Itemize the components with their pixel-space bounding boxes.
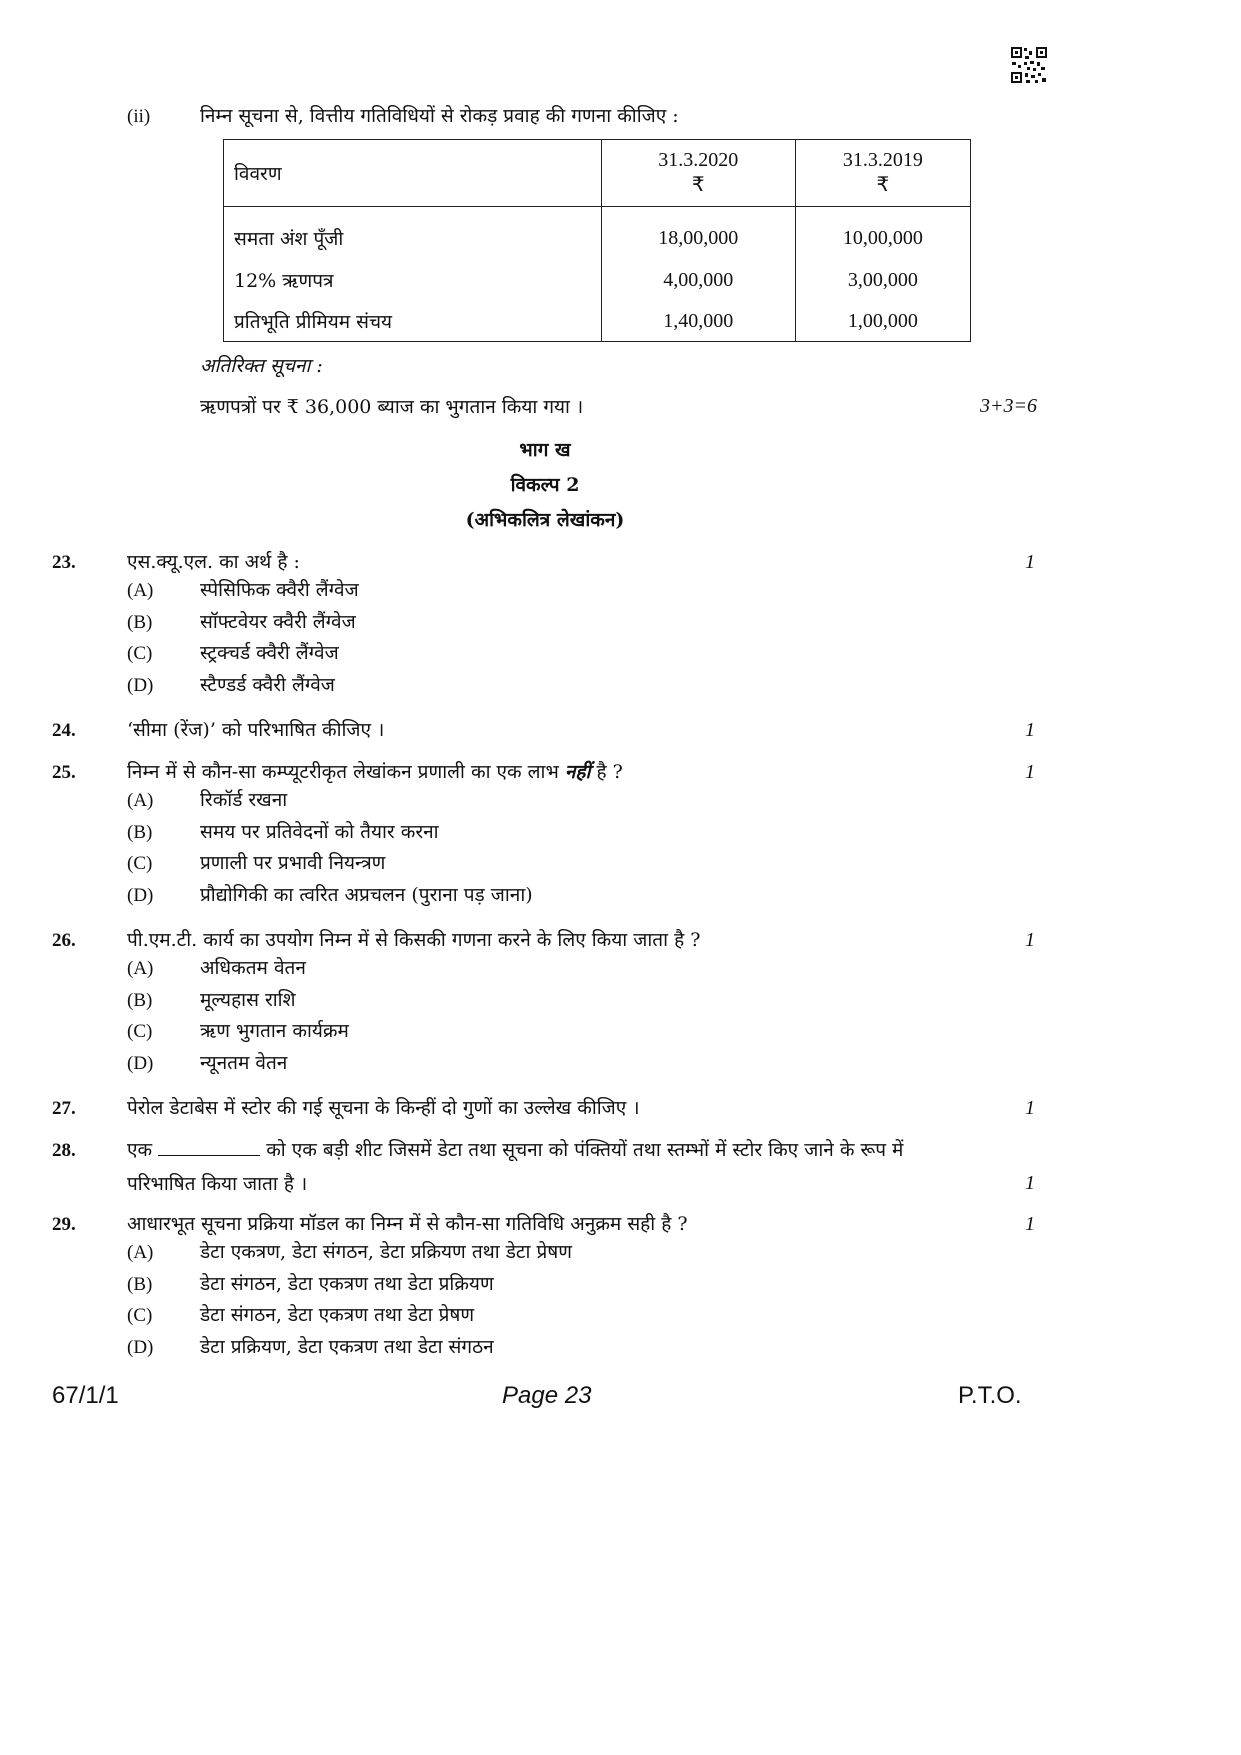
question-text: पेरोल डेटाबेस में स्टोर की गई सूचना के किन्हीं दो गुणों का उल्लेख कीजिए ।	[127, 1097, 640, 1119]
option-text: रिकॉर्ड रखना	[200, 789, 288, 811]
option-text: डेटा एकत्रण, डेटा संगठन, डेटा प्रक्रियण तथा डेटा प्रेषण	[200, 1241, 572, 1263]
option-label: (D)	[127, 885, 154, 906]
question-text: ‘सीमा (रेंज)’ को परिभाषित कीजिए ।	[127, 719, 385, 741]
option-label: (C)	[127, 1021, 153, 1042]
option-text: समय पर प्रतिवेदनों को तैयार करना	[200, 821, 439, 843]
option-text: डेटा संगठन, डेटा एकत्रण तथा डेटा प्रक्रियण	[200, 1273, 494, 1295]
question-marks: 1	[1025, 929, 1035, 951]
table-header-2019: 31.3.2019 ₹	[795, 140, 970, 207]
question-number: 29.	[52, 1214, 76, 1235]
question-number: 23.	[52, 552, 76, 573]
question-number: 27.	[52, 1098, 76, 1119]
table-row: समता अंश पूँजी 18,00,000 10,00,000	[224, 207, 971, 260]
part-prompt: निम्न सूचना से, वित्तीय गतिविधियों से रोकड़ प्रवाह की गणना कीजिए :	[200, 105, 679, 127]
page-number: Page 23	[502, 1382, 592, 1409]
option-text: न्यूनतम वेतन	[200, 1052, 288, 1074]
paper-code: 67/1/1	[52, 1382, 119, 1409]
section-subtitle: (अभिकलित्र लेखांकन)	[465, 509, 625, 531]
option-text: ऋण भुगतान कार्यक्रम	[200, 1020, 349, 1042]
option-label: (D)	[127, 675, 154, 696]
question-marks: 1	[1025, 1097, 1035, 1119]
question-text: आधारभूत सूचना प्रक्रिया मॉडल का निम्न में से कौन-सा गतिविधि अनुक्रम सही है ?	[127, 1213, 688, 1235]
option-label: (D)	[127, 1053, 154, 1074]
section-option-heading: विकल्प 2	[510, 474, 580, 496]
option-label: (B)	[127, 1274, 153, 1295]
question-number: 24.	[52, 720, 76, 741]
question-marks: 1	[1025, 761, 1035, 783]
question-text: एक को एक बड़ी शीट जिसमें डेटा तथा सूचना को पंक्तियों तथा स्तम्भों में स्टोर किए जाने के रूप में	[127, 1139, 904, 1161]
table-header-particulars: विवरण	[224, 140, 602, 207]
option-text: प्रणाली पर प्रभावी नियन्त्रण	[200, 852, 386, 874]
option-text: स्पेसिफिक क्वैरी लैंग्वेज	[200, 579, 359, 601]
question-text: पी.एम.टी. कार्य का उपयोग निम्न में से किसकी गणना करने के लिए किया जाता है ?	[127, 929, 701, 951]
question-number: 28.	[52, 1140, 76, 1161]
option-label: (C)	[127, 643, 153, 664]
option-text: डेटा संगठन, डेटा एकत्रण तथा डेटा प्रेषण	[200, 1304, 475, 1326]
option-text: डेटा प्रक्रियण, डेटा एकत्रण तथा डेटा संगठन	[200, 1336, 494, 1358]
option-label: (A)	[127, 790, 154, 811]
part-label: (ii)	[127, 106, 151, 127]
option-text: मूल्यहास राशि	[200, 989, 296, 1011]
table-header-2020: 31.3.2020 ₹	[601, 140, 795, 207]
qr-code-icon	[1010, 46, 1048, 84]
question-number: 26.	[52, 930, 76, 951]
option-label: (B)	[127, 612, 153, 633]
additional-info-heading: अतिरिक्त सूचना :	[200, 355, 323, 377]
option-text: प्रौद्योगिकी का त्वरित अप्रचलन (पुराना पड़ जाना)	[200, 884, 533, 906]
question-text-continued: परिभाषित किया जाता है ।	[127, 1173, 308, 1195]
option-text: स्ट्रक्चर्ड क्वैरी लैंग्वेज	[200, 642, 339, 664]
option-label: (A)	[127, 1242, 154, 1263]
question-marks: 1	[1025, 551, 1035, 573]
option-text: अधिकतम वेतन	[200, 957, 306, 979]
marks-part-ii: 3+3=6	[980, 395, 1037, 417]
table-row: 12% ऋणपत्र 4,00,000 3,00,000	[224, 259, 971, 301]
option-label: (A)	[127, 580, 154, 601]
question-number: 25.	[52, 762, 76, 783]
option-label: (A)	[127, 958, 154, 979]
option-label: (B)	[127, 822, 153, 843]
fill-in-blank	[158, 1155, 260, 1156]
option-label: (C)	[127, 1305, 153, 1326]
question-marks: 1	[1025, 719, 1035, 741]
section-part-heading: भाग ख	[519, 439, 571, 461]
financial-table	[223, 139, 971, 342]
question-text: निम्न में से कौन-सा कम्प्यूटरीकृत लेखांकन प्रणाली का एक लाभ नहीं है ?	[127, 761, 623, 783]
additional-info-text: ऋणपत्रों पर ₹ 36,000 ब्याज का भुगतान किया गया ।	[200, 396, 584, 418]
option-text: सॉफ्टवेयर क्वैरी लैंग्वेज	[200, 611, 356, 633]
question-text: एस.क्यू.एल. का अर्थ है :	[127, 551, 300, 573]
option-label: (D)	[127, 1337, 154, 1358]
table-row: प्रतिभूति प्रीमियम संचय 1,40,000 1,00,000	[224, 301, 971, 342]
option-label: (B)	[127, 990, 153, 1011]
option-text: स्टैण्डर्ड क्वैरी लैंग्वेज	[200, 674, 335, 696]
question-marks: 1	[1025, 1172, 1035, 1194]
pto-label: P.T.O.	[958, 1382, 1022, 1409]
option-label: (C)	[127, 853, 153, 874]
question-marks: 1	[1025, 1213, 1035, 1235]
